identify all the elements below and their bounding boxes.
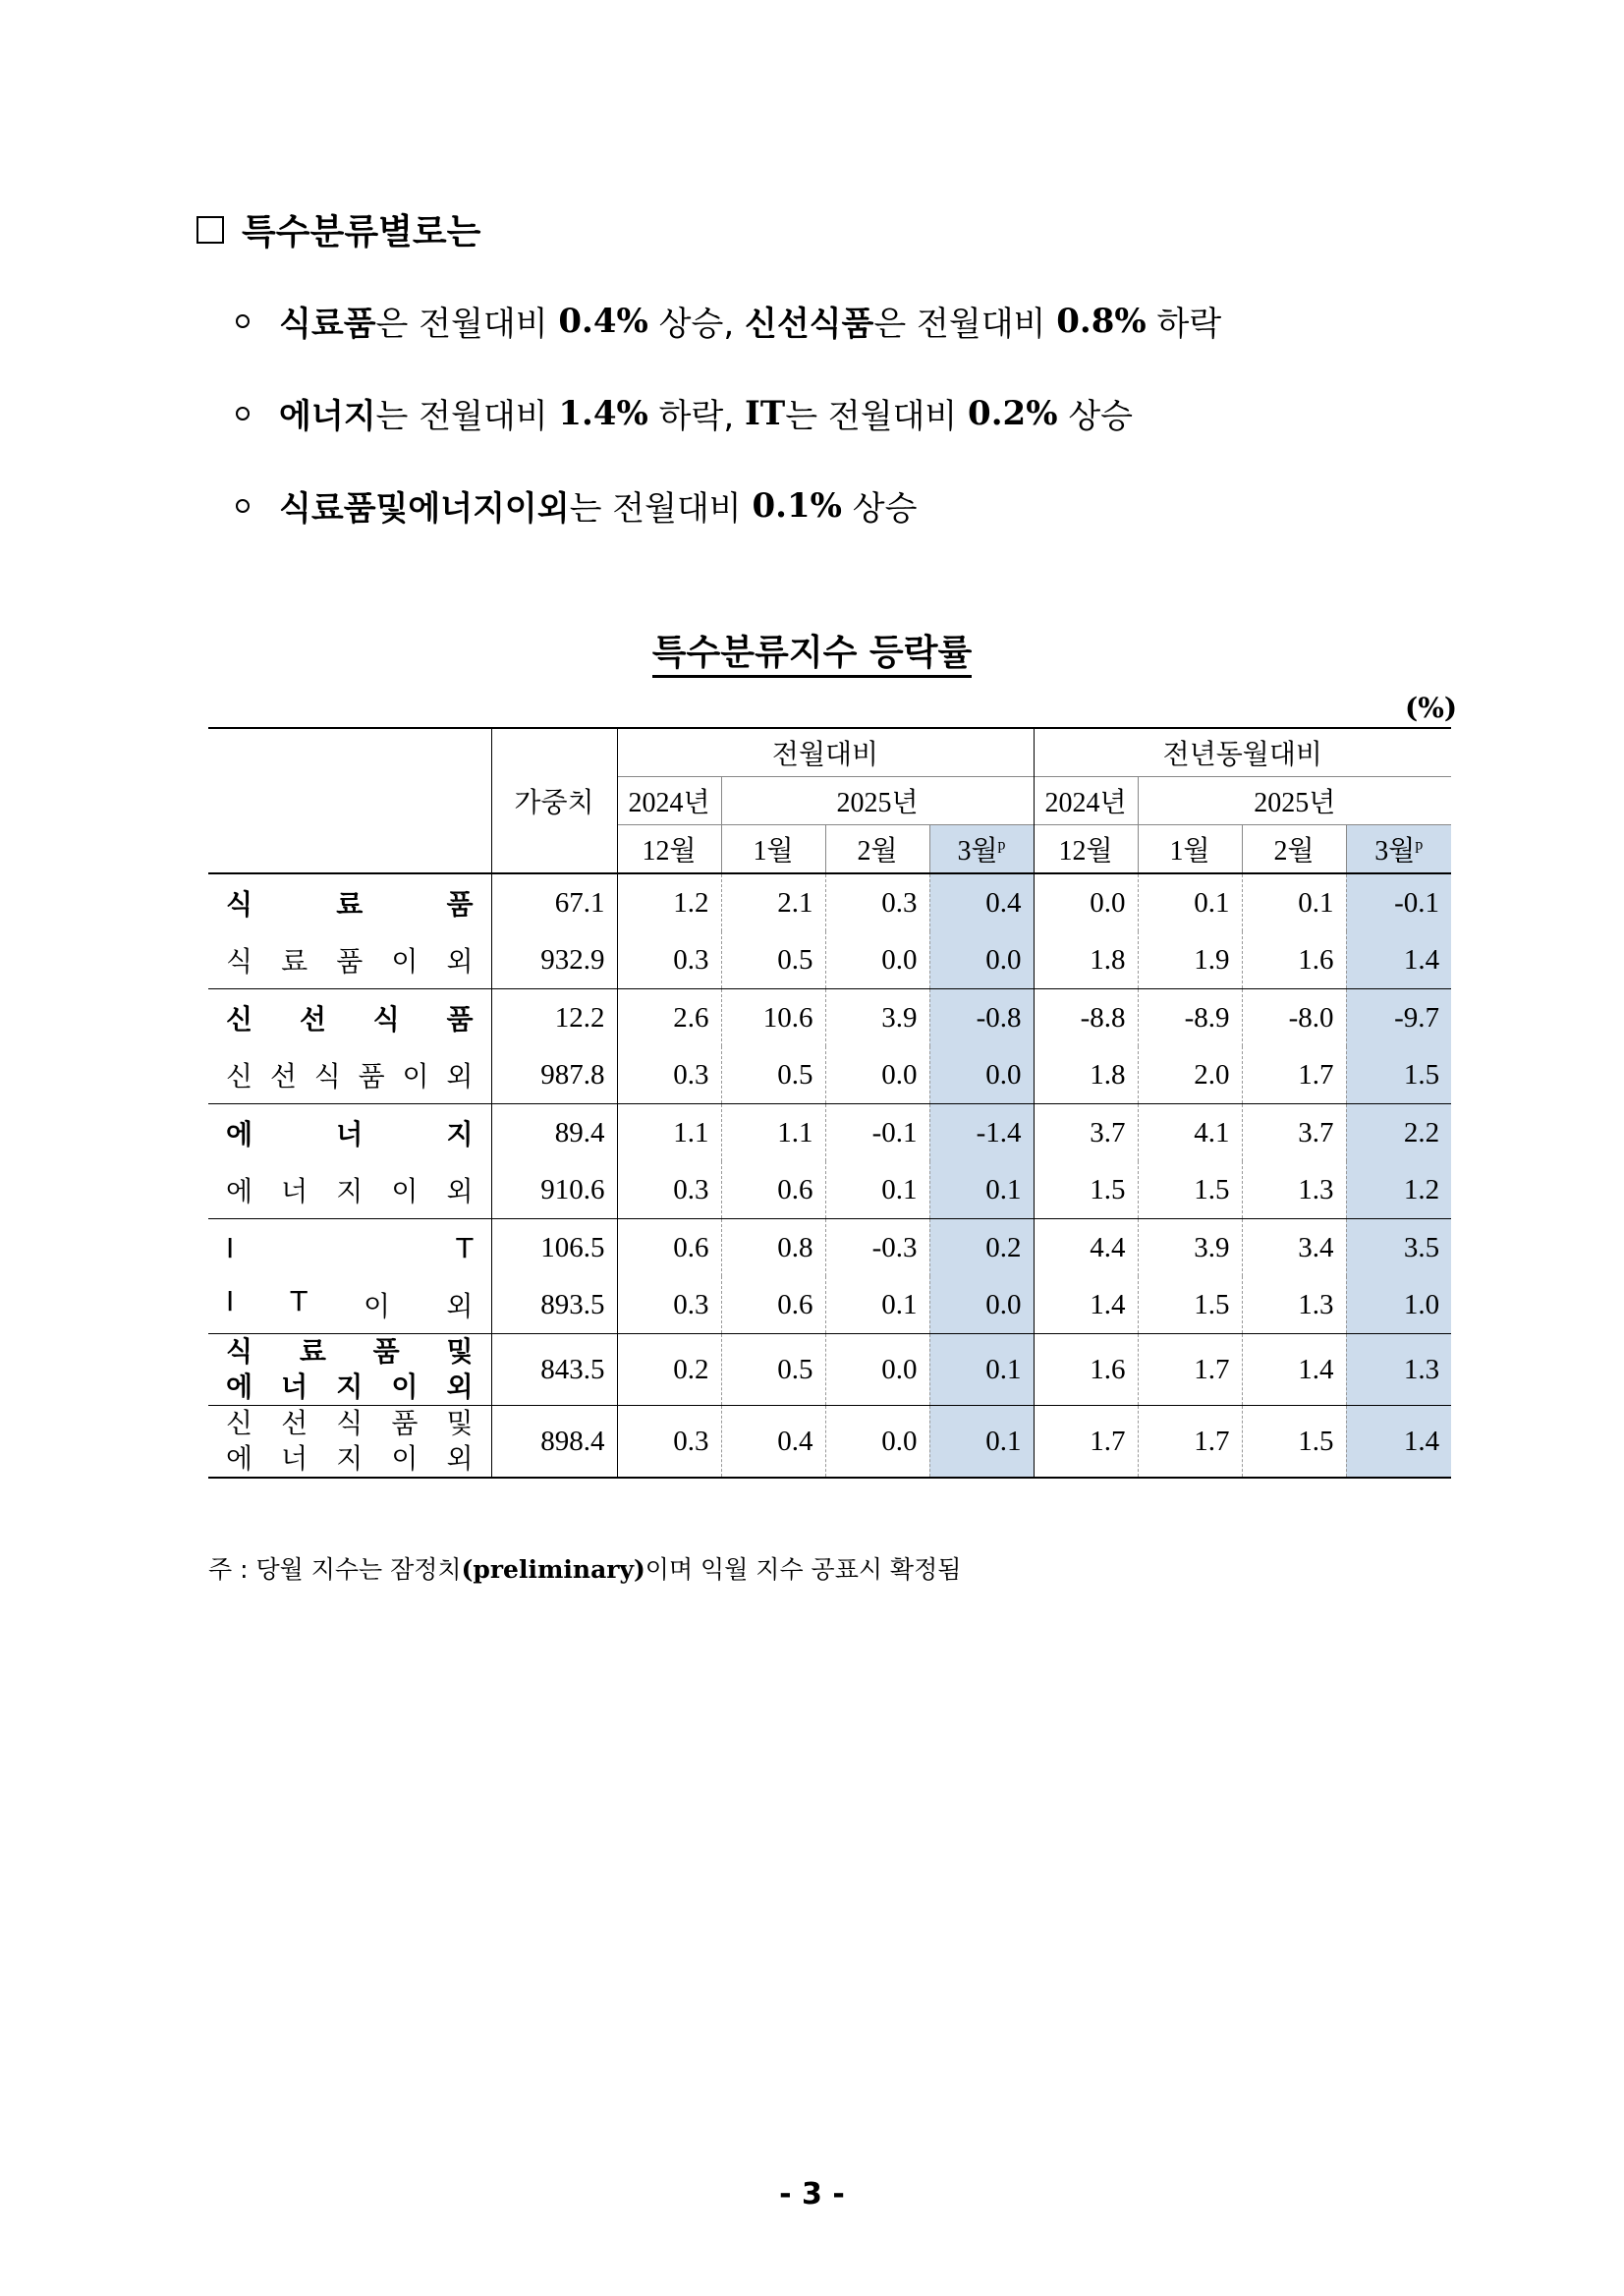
bullet-text-part: 는 전월대비 (375, 397, 559, 436)
value-cell: 0.1 (929, 1406, 1034, 1479)
value-cell: -8.0 (1242, 989, 1346, 1047)
label-char: 외 (446, 1371, 474, 1403)
value-cell: -0.1 (1346, 873, 1451, 931)
footnote-suffix: 이며 익월 지수 공표시 확정됨 (644, 1555, 962, 1584)
value-cell: 0.8 (721, 1219, 825, 1277)
row-label (208, 931, 491, 989)
value-cell: 1.3 (1242, 1276, 1346, 1334)
footnote-bold: (preliminary) (461, 1555, 645, 1584)
weight-cell: 89.4 (491, 1104, 617, 1162)
preliminary-mark: p (997, 836, 1006, 854)
label-char: 이 (391, 1371, 419, 1403)
label-char: 이 (391, 1175, 419, 1207)
table-row (208, 1406, 1451, 1479)
value-cell: 10.6 (721, 989, 825, 1047)
value-cell: 2.0 (1138, 1046, 1242, 1104)
label-char: 식 (226, 1335, 253, 1368)
value-cell: 1.2 (1346, 1161, 1451, 1219)
bullet-text-part: 상승, (647, 305, 745, 344)
value-cell: 3.4 (1242, 1219, 1346, 1277)
weight-cell: 106.5 (491, 1219, 617, 1277)
header-month-mar-text: 3월 (1374, 836, 1416, 867)
value-cell: 0.5 (721, 1046, 825, 1104)
header-weight: 가중치 (491, 728, 617, 873)
value-cell: 4.4 (1034, 1219, 1138, 1277)
bullet-text-part: 에너지 (279, 397, 376, 436)
label-char: 품 (446, 888, 474, 921)
bullet-circle-icon (236, 407, 250, 420)
bullet-text-part: IT (744, 393, 786, 433)
label-char: 료 (281, 945, 308, 978)
bullet-text-part: 신선식품 (744, 305, 874, 344)
label-char: 식 (226, 888, 253, 921)
value-cell: 1.8 (1034, 931, 1138, 989)
row-label-line (208, 883, 491, 923)
value-cell: 3.9 (1138, 1219, 1242, 1277)
bullet-text-part: 0.8% (1056, 301, 1147, 341)
value-cell: 0.6 (721, 1276, 825, 1334)
value-cell: 1.1 (617, 1104, 721, 1162)
value-cell: 0.2 (929, 1219, 1034, 1277)
bullet-text-part: 0.2% (968, 393, 1058, 433)
row-label-line (208, 1055, 491, 1094)
value-cell: 1.4 (1034, 1276, 1138, 1334)
label-char: 식 (313, 1060, 341, 1092)
value-cell: 0.1 (1138, 873, 1242, 931)
table-row (208, 1334, 1451, 1406)
header-month-mar-text: 3월 (957, 836, 998, 867)
bullet-item (236, 297, 1221, 345)
label-char: 외 (446, 1175, 474, 1207)
value-cell: 2.6 (617, 989, 721, 1047)
weight-cell: 932.9 (491, 931, 617, 989)
label-char: 에 (226, 1118, 253, 1150)
label-char: 지 (336, 1371, 364, 1403)
unit-label: (%) (1405, 692, 1458, 724)
table-title (0, 625, 1624, 675)
value-cell: 1.6 (1034, 1334, 1138, 1406)
header-month-dec: 12월 (617, 825, 721, 874)
value-cell: 0.1 (825, 1161, 929, 1219)
value-cell: 0.0 (929, 1276, 1034, 1334)
header-year-2025: 2025년 (1138, 777, 1451, 825)
header-month-jan: 1월 (1138, 825, 1242, 874)
bullet-text-part: 식료품 (279, 305, 376, 344)
value-cell: 3.7 (1034, 1104, 1138, 1162)
label-char: 에 (226, 1442, 253, 1475)
table-row (208, 1104, 1451, 1162)
label-char: 신 (226, 1003, 253, 1036)
bullet-text-part: 은 전월대비 (873, 305, 1057, 344)
value-cell: -0.3 (825, 1219, 929, 1277)
row-label-line (208, 998, 491, 1037)
label-char: 식 (372, 1003, 400, 1036)
header-month-mar (1346, 825, 1451, 874)
value-cell: 0.1 (825, 1276, 929, 1334)
value-cell: 1.7 (1138, 1334, 1242, 1406)
bullet-item (236, 481, 917, 530)
table-row (208, 931, 1451, 989)
value-cell: 1.5 (1346, 1046, 1451, 1104)
value-cell: 0.4 (721, 1406, 825, 1479)
header-year-2025: 2025년 (721, 777, 1034, 825)
header-month-feb: 2월 (825, 825, 929, 874)
label-char: 너 (281, 1175, 308, 1207)
weight-cell: 893.5 (491, 1276, 617, 1334)
label-char: 에 (226, 1371, 253, 1403)
value-cell: 0.3 (617, 931, 721, 989)
label-char: 선 (281, 1407, 308, 1439)
value-cell: -8.8 (1034, 989, 1138, 1047)
value-cell: 1.4 (1346, 931, 1451, 989)
section-heading (196, 204, 480, 254)
label-char: 품 (372, 1335, 400, 1368)
label-char: 선 (269, 1060, 297, 1092)
index-table (208, 727, 1451, 1479)
header-year-2024: 2024년 (1034, 777, 1138, 825)
row-label (208, 1334, 491, 1406)
table-row (208, 1219, 1451, 1277)
row-label (208, 1219, 491, 1277)
value-cell: 0.1 (1242, 873, 1346, 931)
header-yoy: 전년동월대비 (1034, 728, 1451, 777)
value-cell: 0.0 (1034, 873, 1138, 931)
label-char: 선 (299, 1003, 326, 1036)
label-char: 식 (336, 1407, 364, 1439)
label-char: 너 (281, 1442, 308, 1475)
label-char: 이 (364, 1290, 391, 1322)
value-cell: -1.4 (929, 1104, 1034, 1162)
label-char: 지 (336, 1175, 364, 1207)
value-cell: 1.5 (1138, 1161, 1242, 1219)
row-label-line (208, 1285, 491, 1324)
value-cell: 2.2 (1346, 1104, 1451, 1162)
label-char: T (456, 1231, 474, 1264)
value-cell: 0.5 (721, 931, 825, 989)
weight-cell: 843.5 (491, 1334, 617, 1406)
checkbox-icon (196, 216, 224, 244)
value-cell: 0.4 (929, 873, 1034, 931)
page-number: - 3 - (779, 2177, 845, 2212)
value-cell: 0.6 (721, 1161, 825, 1219)
label-char: 너 (281, 1371, 308, 1403)
label-char: I (226, 1285, 235, 1317)
value-cell: 1.4 (1242, 1334, 1346, 1406)
header-month-jan: 1월 (721, 825, 825, 874)
value-cell: 1.8 (1034, 1046, 1138, 1104)
footnote-prefix: 주 : 당월 지수는 잠정치 (208, 1555, 462, 1584)
value-cell: -8.9 (1138, 989, 1242, 1047)
header-blank (208, 728, 491, 873)
label-char: 품 (391, 1407, 419, 1439)
bullet-text-part: 은 전월대비 (375, 305, 559, 344)
label-char: 품 (446, 1003, 474, 1036)
value-cell: 0.0 (929, 931, 1034, 989)
table-row (208, 1276, 1451, 1334)
label-char: 에 (226, 1175, 253, 1207)
bullet-text-part: 상승 (1057, 397, 1134, 436)
bullet-circle-icon (236, 314, 250, 328)
label-char: 이 (402, 1060, 429, 1092)
table-row (208, 873, 1451, 931)
value-cell: 0.2 (617, 1334, 721, 1406)
value-cell: -0.8 (929, 989, 1034, 1047)
header-mom: 전월대비 (617, 728, 1034, 777)
value-cell: 0.0 (825, 931, 929, 989)
value-cell: 1.7 (1242, 1046, 1346, 1104)
value-cell: 4.1 (1138, 1104, 1242, 1162)
value-cell: 3.5 (1346, 1219, 1451, 1277)
value-cell: 3.7 (1242, 1104, 1346, 1162)
value-cell: 0.0 (929, 1046, 1034, 1104)
row-label (208, 989, 491, 1047)
value-cell: 1.4 (1346, 1406, 1451, 1479)
table-row (208, 1161, 1451, 1219)
header-month-feb: 2월 (1242, 825, 1346, 874)
header-year-2024: 2024년 (617, 777, 721, 825)
label-char: 외 (446, 1060, 474, 1092)
label-char: 외 (446, 1290, 474, 1322)
section-heading-text: 특수분류별로는 (242, 212, 481, 252)
label-char: 이 (391, 945, 419, 978)
header-month-mar (929, 825, 1034, 874)
label-char: 료 (299, 1335, 326, 1368)
label-char: 너 (336, 1118, 364, 1150)
bullet-item (236, 389, 1133, 437)
label-char: 지 (446, 1118, 474, 1150)
weight-cell: 910.6 (491, 1161, 617, 1219)
bullet-text-part: 상승 (841, 489, 918, 529)
label-char: 품 (358, 1060, 385, 1092)
value-cell: 1.7 (1034, 1406, 1138, 1479)
label-char: I (226, 1231, 235, 1264)
value-cell: 1.6 (1242, 931, 1346, 989)
value-cell: 1.5 (1138, 1276, 1242, 1334)
row-label-line (208, 1113, 491, 1152)
label-char: 외 (446, 945, 474, 978)
value-cell: 0.3 (617, 1406, 721, 1479)
value-cell: 1.3 (1242, 1161, 1346, 1219)
row-label-line (208, 940, 491, 980)
bullet-text-part: 식료품및에너지이외 (279, 489, 570, 529)
value-cell: 0.5 (721, 1334, 825, 1406)
weight-cell: 67.1 (491, 873, 617, 931)
value-cell: 1.9 (1138, 931, 1242, 989)
header-month-dec: 12월 (1034, 825, 1138, 874)
value-cell: 0.3 (617, 1276, 721, 1334)
value-cell: 0.0 (825, 1046, 929, 1104)
row-label-line (208, 1370, 491, 1405)
label-char: 신 (226, 1407, 253, 1439)
weight-cell: 898.4 (491, 1406, 617, 1479)
label-char: 외 (446, 1442, 474, 1475)
value-cell: 3.9 (825, 989, 929, 1047)
row-label (208, 1276, 491, 1334)
table-row (208, 989, 1451, 1047)
value-cell: 2.1 (721, 873, 825, 931)
row-label-line (208, 1334, 491, 1370)
table-row (208, 1046, 1451, 1104)
bullet-text-part: 1.4% (558, 393, 648, 433)
bullet-text-part: 는 전월대비 (785, 397, 969, 436)
table-body (208, 873, 1451, 1478)
value-cell: 0.0 (825, 1334, 929, 1406)
value-cell: 0.1 (929, 1161, 1034, 1219)
label-char: 지 (336, 1442, 364, 1475)
table-title-text: 특수분류지수 등락률 (652, 633, 973, 678)
label-char: 및 (446, 1335, 474, 1368)
value-cell: 0.1 (929, 1334, 1034, 1406)
bullet-text-part: 하락, (647, 397, 745, 436)
row-label-line (208, 1406, 491, 1441)
value-cell: 0.3 (617, 1161, 721, 1219)
row-label (208, 1104, 491, 1162)
value-cell: -0.1 (825, 1104, 929, 1162)
value-cell: 0.3 (617, 1046, 721, 1104)
label-char: T (290, 1285, 308, 1317)
value-cell: 0.3 (825, 873, 929, 931)
value-cell: 1.5 (1034, 1161, 1138, 1219)
label-char: 이 (391, 1442, 419, 1475)
row-label-line (208, 1232, 491, 1264)
bullet-text-part: 하락 (1146, 305, 1222, 344)
row-label-line (208, 1441, 491, 1477)
value-cell: 1.3 (1346, 1334, 1451, 1406)
label-char: 및 (446, 1407, 474, 1439)
label-char: 료 (336, 888, 364, 921)
bullet-circle-icon (236, 499, 250, 513)
value-cell: -9.7 (1346, 989, 1451, 1047)
weight-cell: 987.8 (491, 1046, 617, 1104)
value-cell: 1.7 (1138, 1406, 1242, 1479)
bullet-text-part: 는 전월대비 (569, 489, 753, 529)
row-label-line (208, 1170, 491, 1209)
value-cell: 1.2 (617, 873, 721, 931)
weight-cell: 12.2 (491, 989, 617, 1047)
value-cell: 1.1 (721, 1104, 825, 1162)
row-label (208, 1046, 491, 1104)
preliminary-mark: p (1415, 836, 1424, 854)
label-char: 식 (226, 945, 253, 978)
bullet-text-part: 0.1% (752, 485, 842, 526)
row-label (208, 1406, 491, 1479)
footnote (208, 1550, 961, 1586)
label-char: 신 (226, 1060, 253, 1092)
row-label (208, 873, 491, 931)
label-char: 품 (336, 945, 364, 978)
value-cell: 0.0 (825, 1406, 929, 1479)
row-label (208, 1161, 491, 1219)
value-cell: 1.5 (1242, 1406, 1346, 1479)
value-cell: 1.0 (1346, 1276, 1451, 1334)
bullet-text-part: 0.4% (558, 301, 648, 341)
value-cell: 0.6 (617, 1219, 721, 1277)
